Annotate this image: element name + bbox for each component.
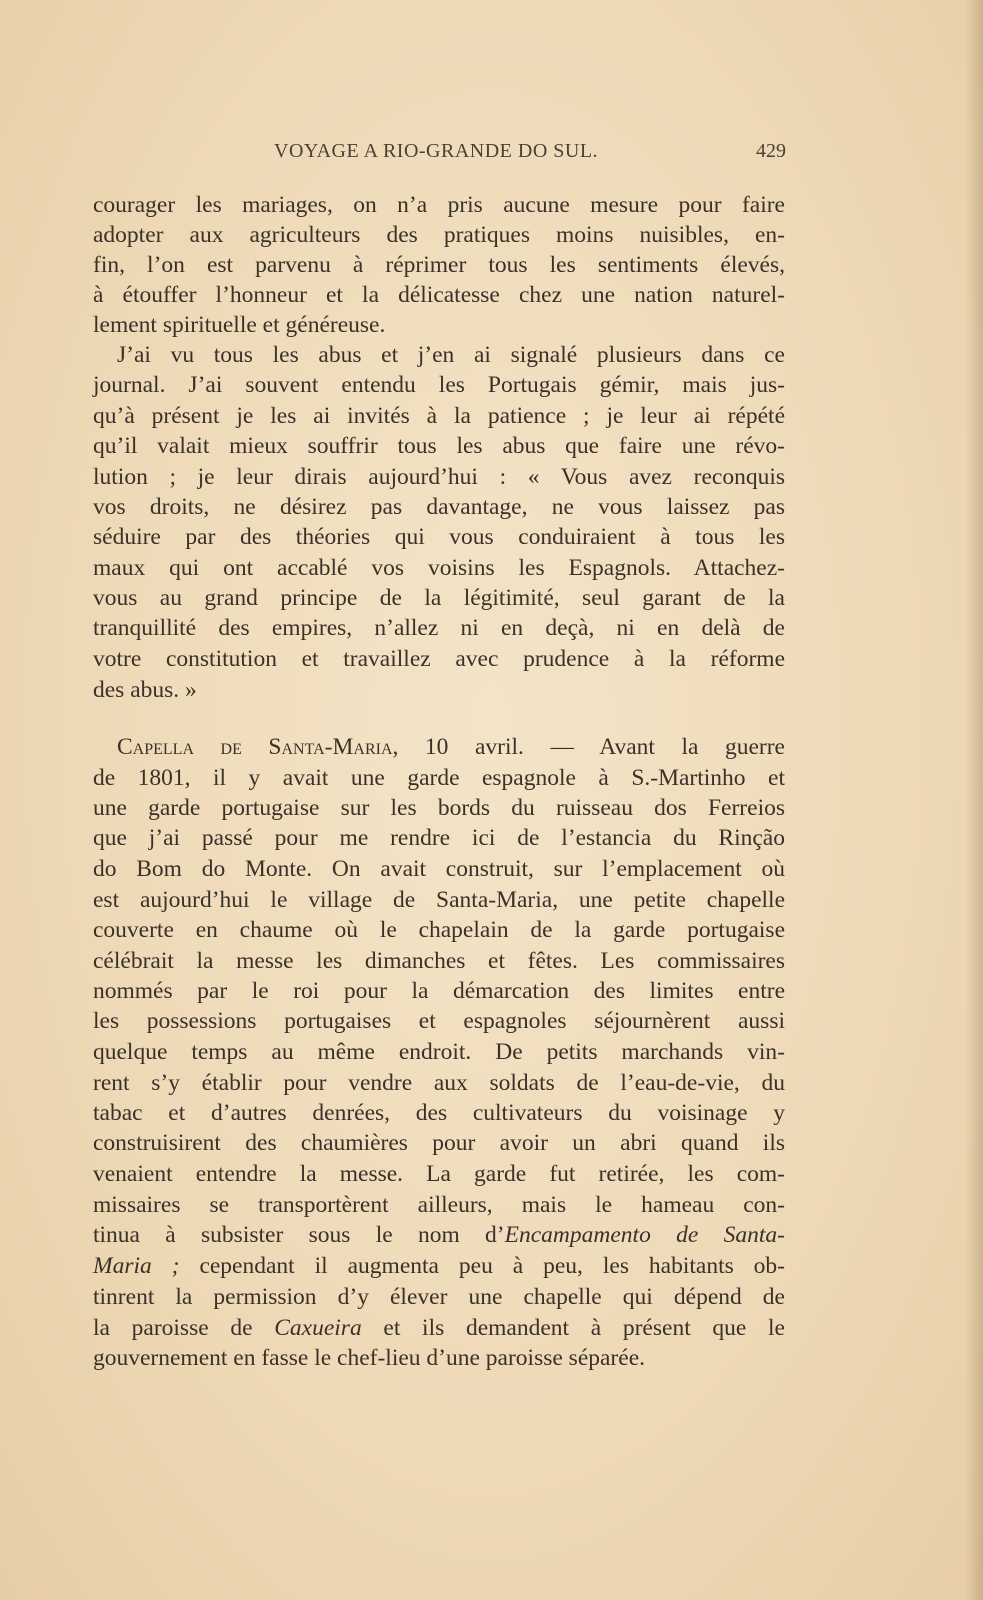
text-segment: construisirent des chaumières pour avoir un abri quand ils [93,1130,785,1156]
text-segment: do Bom do Monte. On avait construit, sur l’emplacement où [93,856,785,882]
text-segment: tabac et d’autres denrées, des cultivateurs du voisinage y [93,1100,785,1126]
text-line [93,644,785,674]
text-line [93,1313,785,1343]
text-segment: des abus. » [93,677,197,703]
text-segment: tranquillité des empires, n’allez ni en deçà, ni en delà de [93,615,785,641]
small-caps-heading: Capella de Santa-Maria [117,734,393,760]
text-line [93,1037,785,1067]
text-line [93,915,785,945]
text-line [93,763,785,793]
text-line [93,976,785,1006]
running-title: VOYAGE A RIO-GRANDE DO SUL. [274,140,599,162]
italic-text: Caxueira [274,1315,362,1341]
text-line [93,732,785,762]
text-segment: maux qui ont accablé vos voisins les Espagnols. Attachez- [93,555,785,581]
text-segment: lution ; je leur dirais aujourd’hui : « Vous avez reconquis [93,464,785,490]
text-segment: adopter aux agriculteurs des pratiques moins nuisibles, en- [93,222,785,248]
text-line [93,854,785,884]
text-line [93,370,785,400]
text-segment: fin, l’on est parvenu à réprimer tous les sentiments élevés, [93,252,785,278]
text-line [93,885,785,915]
text-segment: missaires se transportèrent ailleurs, mais le hameau con- [93,1192,785,1218]
text-segment: lement spirituelle et généreuse. [93,312,386,338]
text-segment: et ils demandent à présent que le [361,1315,785,1341]
text-line [93,675,785,705]
text-segment: venaient entendre la messe. La garde fut retirée, les com- [93,1161,785,1187]
text-segment: nommés par le roi pour la démarcation des limites entre [93,978,785,1004]
text-segment: J’ai vu tous les abus et j’en ai signalé plusieurs dans ce [117,342,785,368]
text-segment: vous au grand principe de la légitimité, seul garant de la [93,585,785,611]
text-segment: la paroisse de [93,1315,275,1341]
text-segment: votre constitution et travaillez avec prudence à la réforme [93,646,785,672]
text-segment: , 10 avril. — Avant la guerre [392,734,785,760]
text-line [93,946,785,976]
text-segment: journal. J’ai souvent entendu les Portugais gémir, mais jus- [93,372,785,398]
text-line [93,310,785,340]
text-line [93,462,785,492]
text-line [93,340,785,370]
text-segment: les possessions portugaises et espagnoles séjournèrent aussi [93,1008,785,1034]
text-segment: séduire par des théories qui vous conduiraient à tous les [93,524,785,550]
text-segment: une garde portugaise sur les bords du ruisseau dos Ferreios [93,795,785,821]
text-segment: quelque temps au même endroit. De petits marchands vin- [93,1039,785,1065]
italic-text: Encampamento de Santa- [504,1222,785,1248]
text-segment: à étouffer l’honneur et la délicatesse chez une nation naturel- [93,282,785,308]
text-segment: rent s’y établir pour vendre aux soldats de l’eau-de-vie, du [93,1070,785,1096]
text-line [93,613,785,643]
text-line [93,1343,785,1373]
text-line [93,492,785,522]
text-segment: de 1801, il y avait une garde espagnole à S.-Martinho et [93,765,785,791]
text-segment: qu’à présent je les ai invités à la patience ; je leur ai répété [93,403,785,429]
text-segment: tinua à subsister sous le nom d’ [93,1222,505,1248]
text-line [93,1098,785,1128]
text-segment: que j’ai passé pour me rendre ici de l’estancia du Rinção [93,825,785,851]
text-line [93,1128,785,1158]
text-line [93,583,785,613]
text-line [93,1068,785,1098]
text-line [93,220,785,250]
text-line [93,553,785,583]
page-number: 429 [756,140,786,162]
text-line [93,280,785,310]
text-segment: cependant il augmenta peu à peu, les habitants ob- [179,1253,785,1279]
text-segment: tinrent la permission d’y élever une chapelle qui dépend de [93,1284,785,1310]
text-line [93,522,785,552]
text-segment: courager les mariages, on n’a pris aucune mesure pour faire [93,192,785,218]
italic-text: Maria ; [93,1253,180,1279]
text-line [93,401,785,431]
text-line [93,1159,785,1189]
text-line [93,823,785,853]
page-edge-shadow [965,0,983,1600]
text-line [93,250,785,280]
text-segment: célébrait la messe les dimanches et fêtes. Les commissaires [93,948,785,974]
text-line [93,190,785,220]
text-line [93,1282,785,1312]
text-line [93,1220,785,1250]
text-segment: gouvernement en fasse le chef-lieu d’une paroisse séparée. [93,1345,645,1371]
text-line [93,431,785,461]
text-line [93,1251,785,1281]
text-segment: couverte en chaume où le chapelain de la garde portugaise [93,917,785,943]
text-line [93,793,785,823]
text-segment: qu’il valait mieux souffrir tous les abus que faire une révo- [93,433,785,459]
text-segment: vos droits, ne désirez pas davantage, ne vous laissez pas [93,494,785,520]
text-line [93,1006,785,1036]
text-line [93,1190,785,1220]
text-segment: est aujourd’hui le village de Santa-Maria, une petite chapelle [93,887,785,913]
